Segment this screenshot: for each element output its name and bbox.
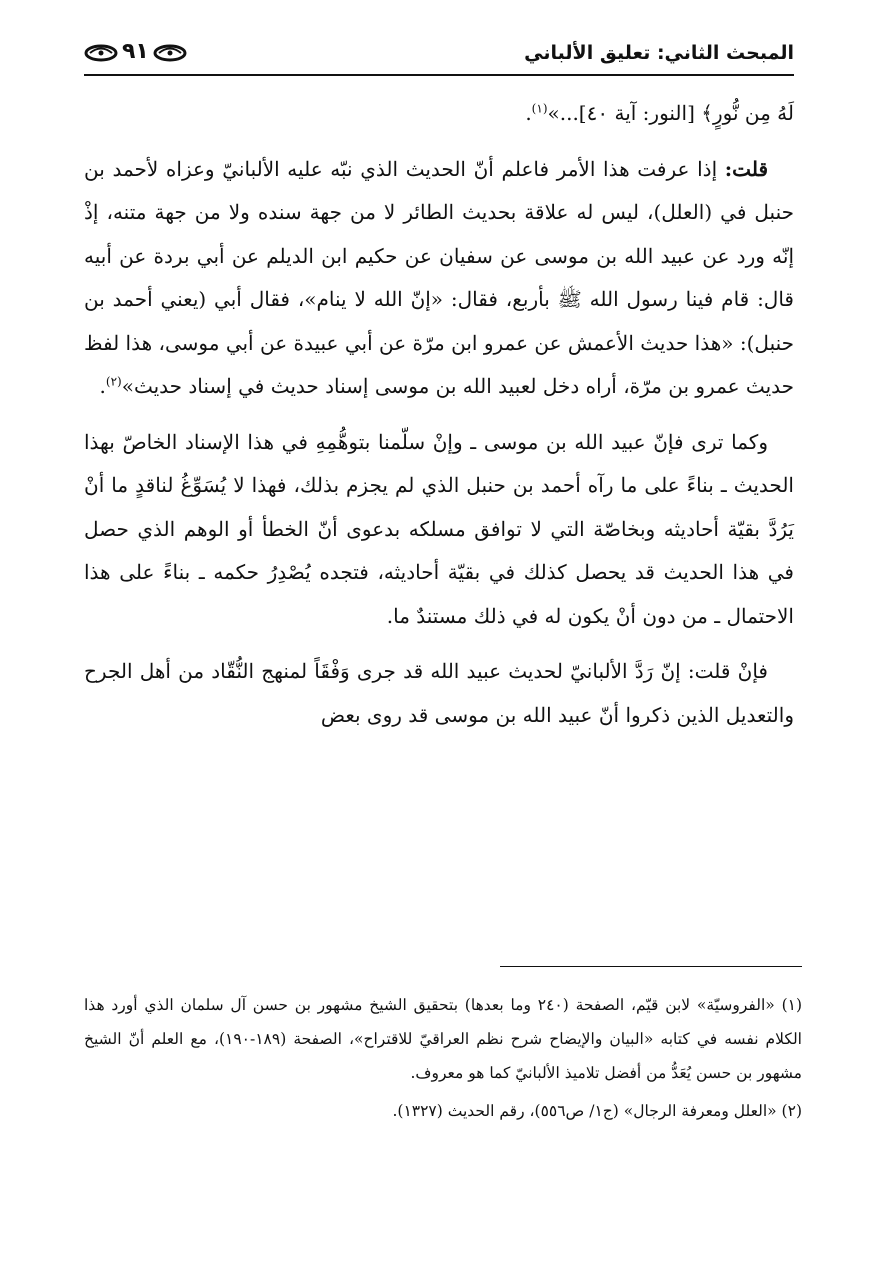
footnote-2: (٢) «العلل ومعرفة الرجال» (ج١/ ص٥٥٦)، رقم الحديث (١٣٢٧).: [392, 1102, 802, 1120]
quote-end-text: لَهُ مِن نُّورٍ﴾ [النور: آية ٤٠]...»: [547, 101, 794, 125]
paragraph-1-text: إذا عرفت هذا الأمر فاعلم أنّ الحديث الذي نبّه عليه الألبانيّ وعزاه لأحمد بن حنبل في (العلل)، ليس له علاقة بحديث الطائر لا من جهة سنده ولا من جهة متنه، إذْ إنّه ورد عن عبيد الله بن موسى عن سفيان عن حكيم ابن الديلم عن أبي بردة عن أبيه قال: قام فينا رسول الله ﷺ بأربع، فقال: «إنّ الله لا ينام»، فقال أبي (يعني أحمد بن حنبل): «هذا حديث الأعمش عن عمرو ابن مرّة عن أبي عبيدة عن أبي موسى، هذا لفظ حديث عمرو بن مرّة، أراه دخل لعبيد الله بن موسى إسناد حديث في إسناد حديث»: [84, 156, 794, 398]
page-header: [84, 34, 794, 76]
paragraph-2: وكما ترى فإنّ عبيد الله بن موسى ـ وإنْ سلّمنا بتوهُّمِهِ في هذا الإسناد الخاصّ بهذا الحديث ـ بناءً على ما رآه أحمد بن حنبل الذي لم يجزم بذلك، فهذا لا يُسَوِّغُ لناقدٍ ما أنْ يَرُدَّ بقيّة أحاديثه وبخاصّة التي لا توافق مسلكه بدعوى أنّ الخطأ أو الوهم الذي حصل في هذا الحديث قد يحصل كذلك في بقيّة أحاديثه، فتجده يُصْدِرُ حكمه ـ بناءً على هذا الاحتمال ـ من دون أنْ يكون له في ذلك مستندٌ ما.: [84, 429, 794, 628]
paragraph-3: فإنْ قلت: إنّ رَدَّ الألبانيّ لحديث عبيد الله قد جرى وَفْقَاً لمنهج النُّقّاد من أهل الجرح والتعديل الذين ذكروا أنّ عبيد الله بن موسى قد روى بعض: [84, 659, 794, 727]
running-title: المبحث الثاني: تعليق الألباني: [524, 42, 794, 64]
footnote-1: (١) «الفروسيّة» لابن قيّم، الصفحة (٢٤٠ وما بعدها) بتحقيق الشيخ مشهور بن حسن آل سلمان الذي أورد هذا الكلام نفسه في كتابه «البيان والإيضاح شرح نظم العراقيّ للاقتراح»، الصفحة (١٨٩-١٩٠)، مع العلم أنّ الشيخ مشهور بن حسن يُعَدُّ من أفضل تلاميذ الألبانيّ كما هو معروف.: [84, 996, 803, 1082]
paragraph-1: قلت: إذا عرفت هذا الأمر فاعلم أنّ الحديث الذي نبّه عليه الألبانيّ وعزاه لأحمد بن حنبل في (العلل)، ليس له علاقة بحديث الطائر لا من جهة سنده ولا من جهة متنه، إذْ إنّه ورد عن عبيد الله بن موسى عن سفيان عن حكيم ابن الديلم عن أبي بردة عن أبيه قال: قام فينا رسول الله ﷺ بأربع، فقال: «إنّ الله لا ينام»، فقال أبي (يعني أحمد بن حنبل): «هذا حديث الأعمش عن عمرو ابن مرّة عن أبي عبيدة عن أبي موسى، هذا لفظ حديث عمرو بن مرّة، أراه دخل لعبيد الله بن موسى إسناد حديث في إسناد حديث»$^{(٢)}$.: [84, 156, 794, 398]
footnote-ref-1: (١): [531, 101, 548, 116]
page-number-ornament: [84, 36, 187, 66]
paragraph-quote-end: لَهُ مِن نُّورٍ﴾ [النور: آية ٤٠]...»$^{(١)}$.: [525, 101, 794, 125]
page-number: ٩١: [122, 38, 149, 64]
main-text: [84, 92, 794, 749]
paragraph-lead: قلت:: [724, 156, 768, 181]
footnote-divider: [500, 966, 802, 967]
footnotes: [84, 988, 802, 1132]
left-flourish-icon: [84, 40, 118, 62]
right-flourish-icon: [153, 40, 187, 62]
footnote-ref-2: (٢): [105, 374, 122, 389]
